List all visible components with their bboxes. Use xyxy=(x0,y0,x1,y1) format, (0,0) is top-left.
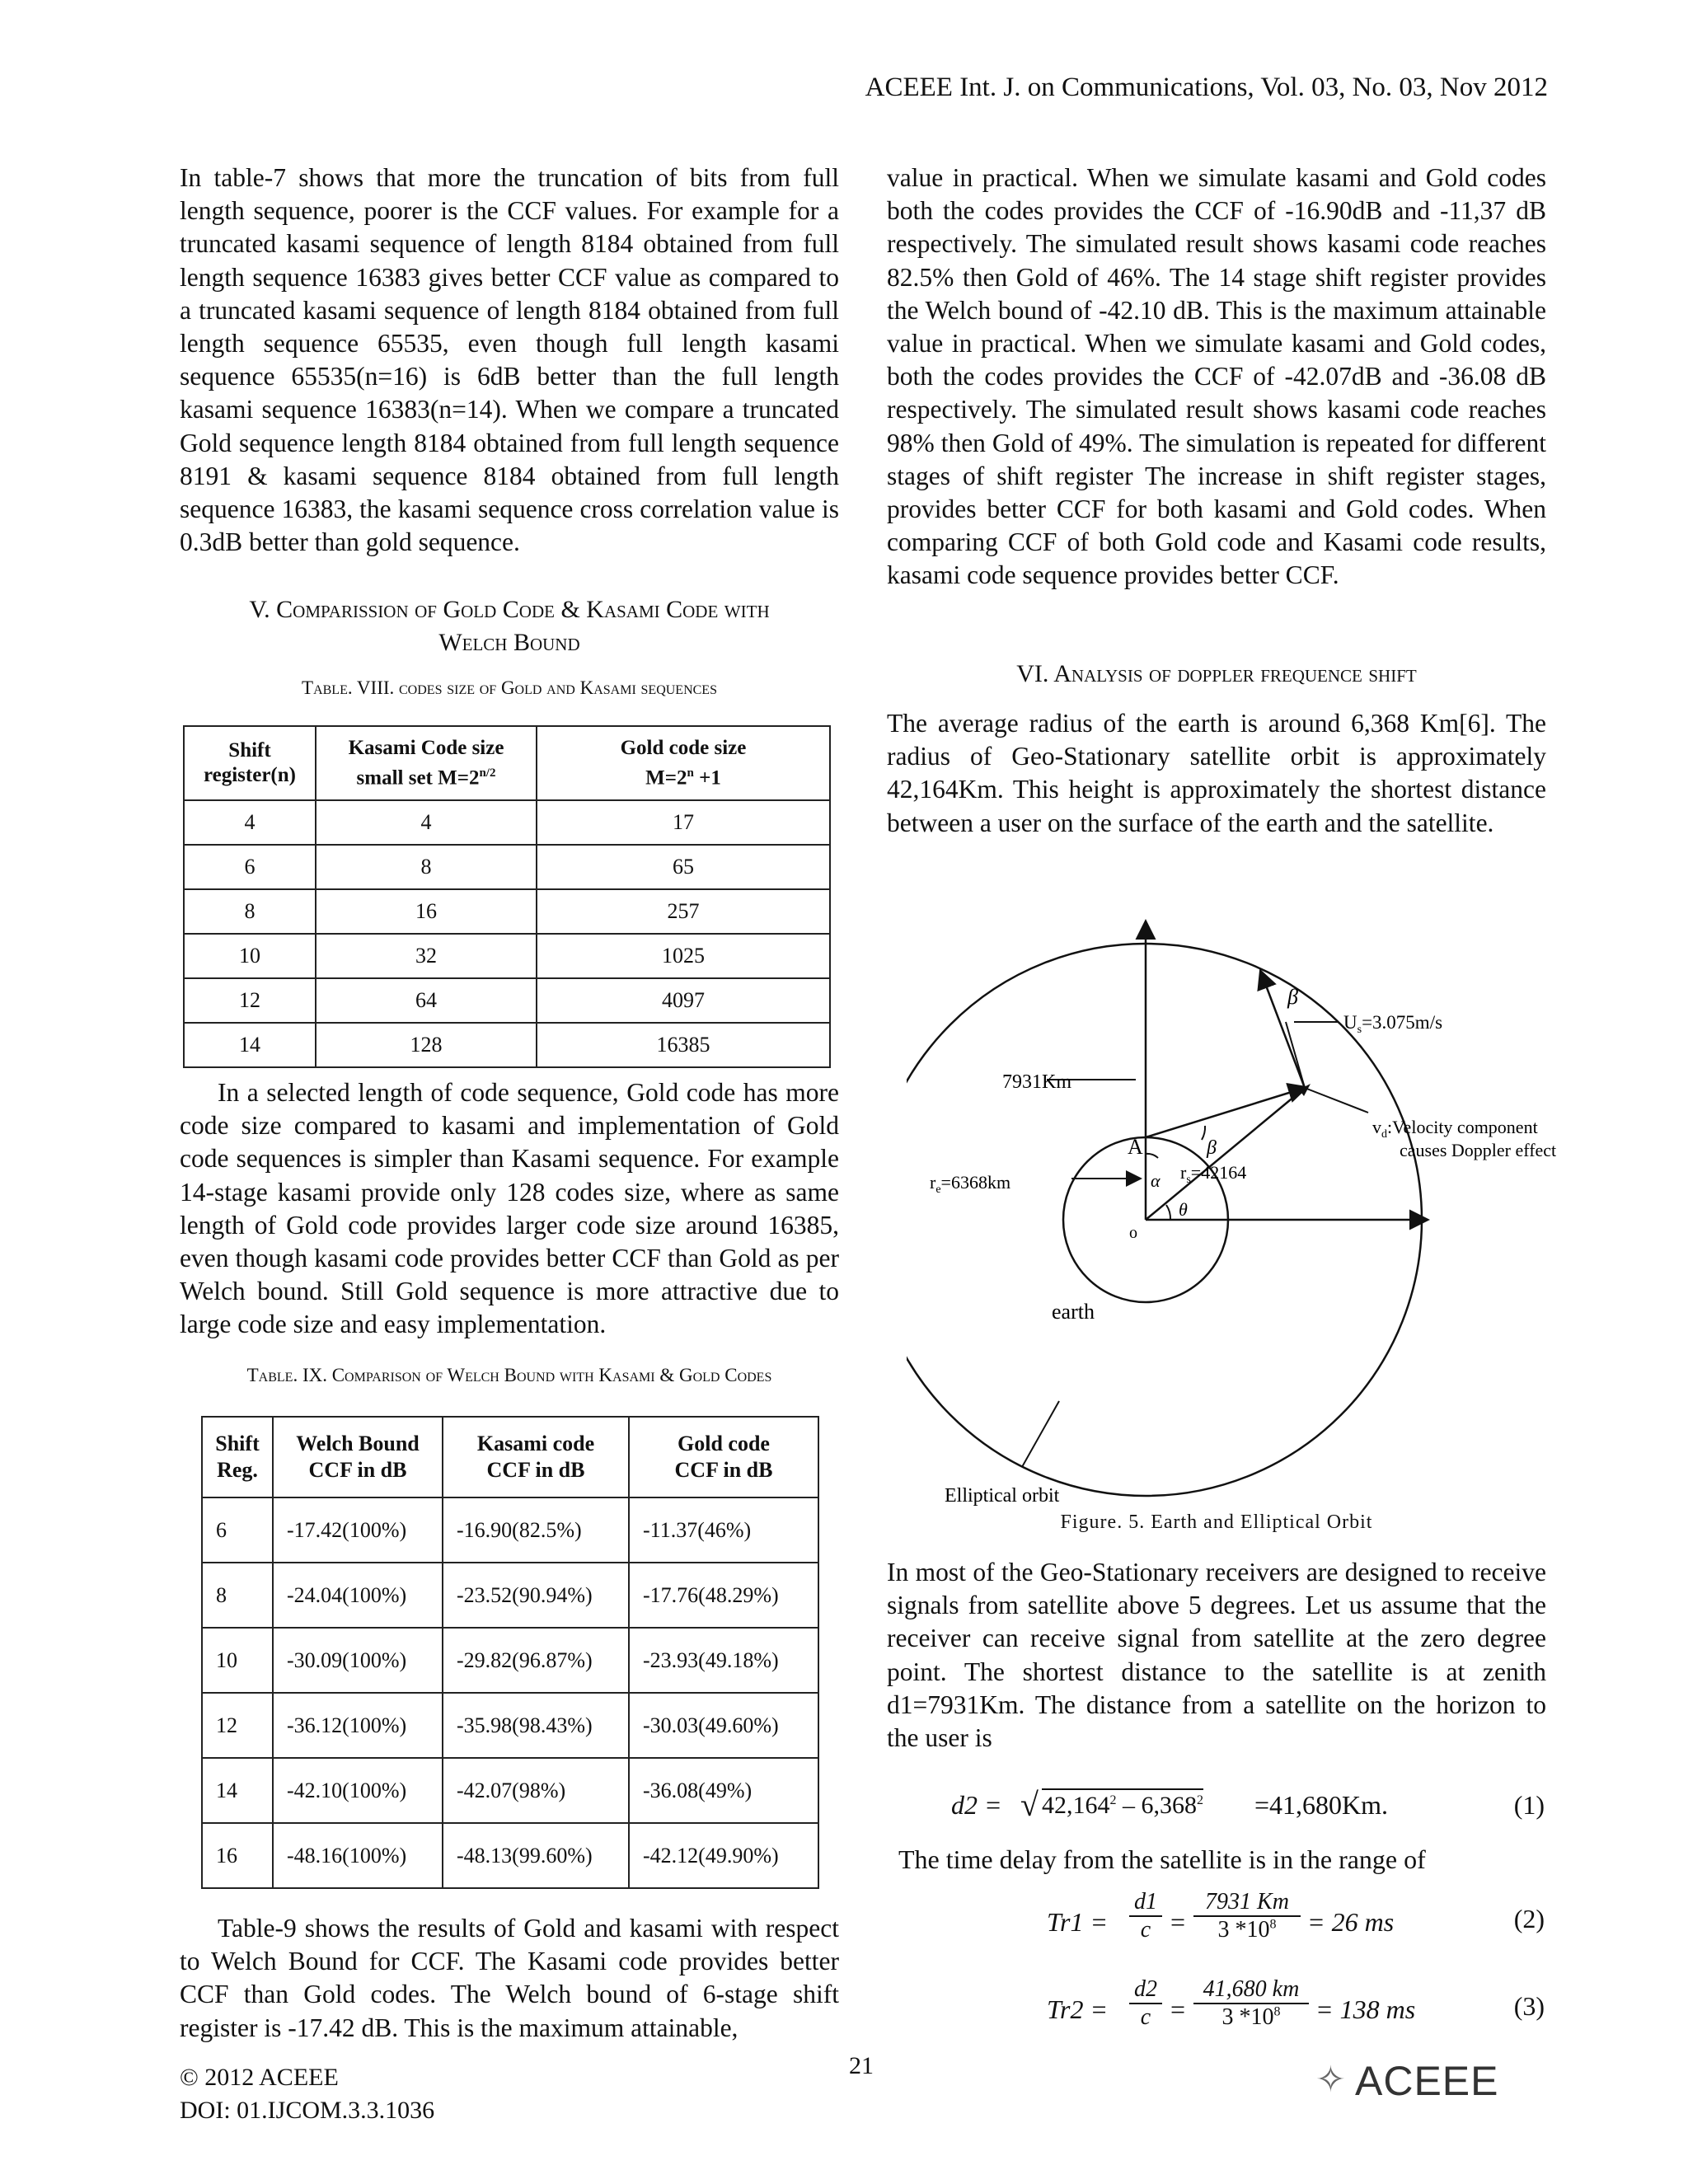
label-us: $U_s=3.075m/s$ xyxy=(1343,1012,1443,1036)
table-cell: -30.09(100%) xyxy=(273,1628,443,1693)
eq1-number: (1) xyxy=(1513,1790,1545,1820)
sqrt-sign: √ xyxy=(1020,1786,1039,1823)
eq1-radicand: 42,164$^2$ – 6,368$^2$ xyxy=(1042,1788,1203,1820)
figure-5-caption: Figure. 5. Earth and Elliptical Orbit xyxy=(1060,1511,1373,1533)
theta-arc xyxy=(1166,1205,1170,1220)
table-cell: -42.07(98%) xyxy=(443,1758,629,1823)
eq3-fraction-2: 41,680 km 3 $*10^8$ xyxy=(1193,1976,1309,2031)
table-cell: 14 xyxy=(202,1758,273,1823)
table-8-header-gold: Gold code size $M=2^n +1$ xyxy=(537,726,830,800)
paragraph-text: In table-7 shows that more the truncation of bits from full length sequence, poorer is the CCF values. For example for a truncated kasami sequence of length 8184 obtained from full length sequence 16383 gives better CCF value as compared to a truncated kasami sequence of length 8184 obtained from full length sequence 65535, even though full length kasami sequence 65535(n=16) is 6dB better than the full length kasami sequence 16383(n=14). When we compare a truncated Gold sequence length 8184 obtained from full length sequence 8191 & kasami sequence 8184 obtained from full length sequence 16383, the kasami sequence cross correlation value is 0.3dB better than gold sequence. xyxy=(180,163,839,557)
table-cell: 12 xyxy=(184,978,316,1023)
table-row xyxy=(202,1563,818,1628)
table-cell: 128 xyxy=(316,1023,537,1067)
right-paragraph-1 xyxy=(887,162,1546,593)
alpha-arc xyxy=(1146,1154,1158,1158)
paragraph-text: value in practical. When we simulate kasami and Gold codes both the codes provides the CCF of -16.90dB and -11,37 dB respectively. The simulated result shows kasami code reaches 82.5% then Gold of 46%. The 14 stage shift register provides the Welch bound of -42.10 dB. This is the maximum attainable value in practical. When we simulate kasami and Gold codes, both the codes provides the CCF of -42.07dB and -36.08 dB respectively. The simulated result shows kasami code reaches 98% then Gold of 49%. The simulation is repeated for different stages of shift register The increase in shift register stages, provides better CCF for both kasami and Gold codes. When comparing CCF of both Gold code and Kasami code results, kasami code sequence provides better CCF. xyxy=(887,163,1546,590)
eq1-lhs: d2 = xyxy=(951,1790,1002,1820)
table-cell: -35.98(98.43%) xyxy=(443,1693,629,1758)
eq3-lhs: Tr2 = xyxy=(1047,1994,1109,2024)
right-paragraph-3 xyxy=(887,1556,1546,1755)
table-cell: -17.42(100%) xyxy=(273,1497,443,1563)
table-cell: 16385 xyxy=(537,1023,830,1067)
table-row xyxy=(184,889,830,934)
table-cell: 1025 xyxy=(537,934,830,978)
table-cell: 4097 xyxy=(537,978,830,1023)
eq3-equals: = xyxy=(1170,1994,1186,2024)
table-8-header-kasami: Kasami Code size small set $M=2^{n/2}$ xyxy=(316,726,537,800)
table-cell: -11.37(46%) xyxy=(629,1497,818,1563)
table-cell: 12 xyxy=(202,1693,273,1758)
equation-3 xyxy=(1047,1976,1545,2042)
label-vd: $v_d:Velocity$ component xyxy=(1372,1117,1538,1141)
table-cell: 64 xyxy=(316,978,537,1023)
label-orbit: Elliptical orbit xyxy=(945,1485,1060,1507)
table-cell: 10 xyxy=(184,934,316,978)
logo-star-icon: ✧ xyxy=(1315,2059,1346,2101)
eq2-lhs: Tr1 = xyxy=(1047,1907,1109,1937)
paragraph-text: In a selected length of code sequence, Gold code has more code size compared to kasami and implementation of Gold code sequences is simpler than Kasami sequence. For example 14-stage kasami provide only 128 codes size, where as same length of Gold code provides larger code size around 16385, even though kasami code provides better CCF than Gold as per Welch bound. Still Gold sequence is more attractive due to large code size and easy implementation. xyxy=(180,1078,839,1339)
table-row xyxy=(202,1497,818,1563)
table-row xyxy=(202,1628,818,1693)
page-number: 21 xyxy=(849,2052,874,2079)
table-row xyxy=(184,800,830,845)
table-9-body xyxy=(202,1497,818,1888)
aceee-logo xyxy=(1315,2057,1554,2107)
label-earth: earth xyxy=(1052,1300,1095,1324)
earth-orbit-figure xyxy=(907,907,1566,1516)
label-7931km: 7931Km xyxy=(1002,1071,1071,1093)
table-cell: 6 xyxy=(202,1497,273,1563)
section-6-heading: VI. Analysis of doppler frequence shift xyxy=(1016,660,1417,687)
table-9-header-welch: Welch Bound CCF in dB xyxy=(273,1417,443,1497)
section-5-line-1: V. Comparission of Gold Code & Kasami Code with xyxy=(249,596,770,623)
table-cell: 17 xyxy=(537,800,830,845)
eq2-result: = 26 ms xyxy=(1307,1907,1395,1937)
label-A: A xyxy=(1128,1135,1143,1159)
eq3-number: (3) xyxy=(1513,1991,1545,2021)
section-5-heading xyxy=(180,593,839,659)
label-re: $r_e=6368km$ xyxy=(930,1172,1011,1196)
eq3-result: = 138 ms xyxy=(1315,1994,1416,2024)
doi: DOI: 01.IJCOM.3.3.1036 xyxy=(180,2097,435,2124)
equation-1 xyxy=(951,1785,1545,1835)
table-9-header-gold: Gold code CCF in dB xyxy=(629,1417,818,1497)
eq2-fraction-2: 7931 Km 3 $*10^8$ xyxy=(1193,1889,1301,1943)
table-cell: -48.16(100%) xyxy=(273,1823,443,1888)
table-cell: -36.08(49%) xyxy=(629,1758,818,1823)
label-theta: θ xyxy=(1179,1199,1188,1220)
table-cell: 16 xyxy=(316,889,537,934)
table-row xyxy=(184,1023,830,1067)
table-9-caption: Table. IX. Comparison of Welch Bound with Kasami & Gold Codes xyxy=(246,1365,772,1385)
user-satellite-line xyxy=(1146,1088,1305,1137)
paragraph-text: The average radius of the earth is around 6,368 Km[6]. The radius of Geo-Stationary satellite orbit is approximately 42,164Km. This height is approximately the shortest distance between a user on the surface of the earth and the satellite. xyxy=(887,709,1546,837)
table-cell: 6 xyxy=(184,845,316,889)
table-cell: -42.10(100%) xyxy=(273,1758,443,1823)
section-5-line-2: Welch Bound xyxy=(438,629,580,656)
table-8 xyxy=(183,725,831,1068)
eq1-result: =41,680Km. xyxy=(1254,1790,1389,1820)
journal-header: ACEEE Int. J. on Communications, Vol. 03, No. 03, Nov 2012 xyxy=(865,73,1548,102)
velocity-component-line xyxy=(1286,1022,1305,1088)
table-row xyxy=(202,1758,818,1823)
paragraph-text: In most of the Geo-Stationary receivers are designed to receive signals from satellite above 5 degrees. Let us assume that the receiver can receive signal from satellite at the zero degree point. The shortest distance to the satellite is at zenith d1=7931Km. The distance from a satellite on the horizon to the user is xyxy=(887,1558,1546,1753)
table-8-body xyxy=(184,800,830,1067)
table-row xyxy=(184,978,830,1023)
table-cell: -30.03(49.60%) xyxy=(629,1693,818,1758)
left-paragraph-1 xyxy=(180,162,839,559)
left-paragraph-2 xyxy=(180,1076,839,1342)
vd-pointer xyxy=(1305,1088,1368,1113)
table-9-header-kasami: Kasami code CCF in dB xyxy=(443,1417,629,1497)
table-cell: -36.12(100%) xyxy=(273,1693,443,1758)
table-9 xyxy=(201,1416,819,1889)
orbit-pointer xyxy=(1022,1401,1059,1467)
table-row xyxy=(202,1693,818,1758)
table-cell: -17.76(48.29%) xyxy=(629,1563,818,1628)
table-cell: -42.12(49.90%) xyxy=(629,1823,818,1888)
table-cell: 8 xyxy=(202,1563,273,1628)
table-cell: 10 xyxy=(202,1628,273,1693)
table-9-header-shift: Shift Reg. xyxy=(202,1417,273,1497)
label-origin: o xyxy=(1129,1224,1137,1242)
label-vd-line2: causes Doppler effect xyxy=(1400,1140,1557,1160)
table-row xyxy=(184,845,830,889)
label-rs: $r_s=42164$ xyxy=(1180,1162,1247,1186)
label-alpha: α xyxy=(1151,1170,1160,1191)
table-cell: 14 xyxy=(184,1023,316,1067)
label-beta-inner: β xyxy=(1207,1137,1217,1159)
table-cell: -29.82(96.87%) xyxy=(443,1628,629,1693)
table-8-caption: Table. VIII. codes size of Gold and Kasami sequences xyxy=(302,677,717,698)
eq2-fraction-1: d1 c xyxy=(1129,1889,1162,1943)
table-row xyxy=(184,934,830,978)
right-paragraph-2 xyxy=(887,707,1546,840)
table-cell: 257 xyxy=(537,889,830,934)
equation-2 xyxy=(1047,1889,1545,1955)
copyright: © 2012 ACEEE xyxy=(180,2064,339,2091)
table-cell: -24.04(100%) xyxy=(273,1563,443,1628)
table-8-header-shift: Shift register(n) xyxy=(184,726,316,800)
eq3-fraction-1: d2 c xyxy=(1129,1976,1162,2031)
table-cell: 16 xyxy=(202,1823,273,1888)
paragraph-text: Table-9 shows the results of Gold and kasami with respect to Welch Bound for CCF. The Kasami code provides better CCF than Gold codes. The Welch bound of 6-stage shift register is -17.42 dB. This is the maximum attainable, xyxy=(180,1914,839,2042)
time-delay-text: The time delay from the satellite is in the range of xyxy=(898,1844,1426,1874)
table-cell: 8 xyxy=(184,889,316,934)
beta-arc xyxy=(1202,1126,1205,1140)
table-cell: 4 xyxy=(316,800,537,845)
eq2-number: (2) xyxy=(1513,1904,1545,1933)
eq2-equals: = xyxy=(1170,1907,1186,1937)
table-cell: 32 xyxy=(316,934,537,978)
left-paragraph-3 xyxy=(180,1912,839,2045)
table-cell: 8 xyxy=(316,845,537,889)
table-cell: -16.90(82.5%) xyxy=(443,1497,629,1563)
table-row xyxy=(202,1823,818,1888)
logo-text: ACEEE xyxy=(1355,2058,1499,2104)
label-beta-outer: β xyxy=(1287,985,1298,1009)
table-cell: -48.13(99.60%) xyxy=(443,1823,629,1888)
table-cell: 65 xyxy=(537,845,830,889)
table-cell: 4 xyxy=(184,800,316,845)
table-cell: -23.93(49.18%) xyxy=(629,1628,818,1693)
table-cell: -23.52(90.94%) xyxy=(443,1563,629,1628)
